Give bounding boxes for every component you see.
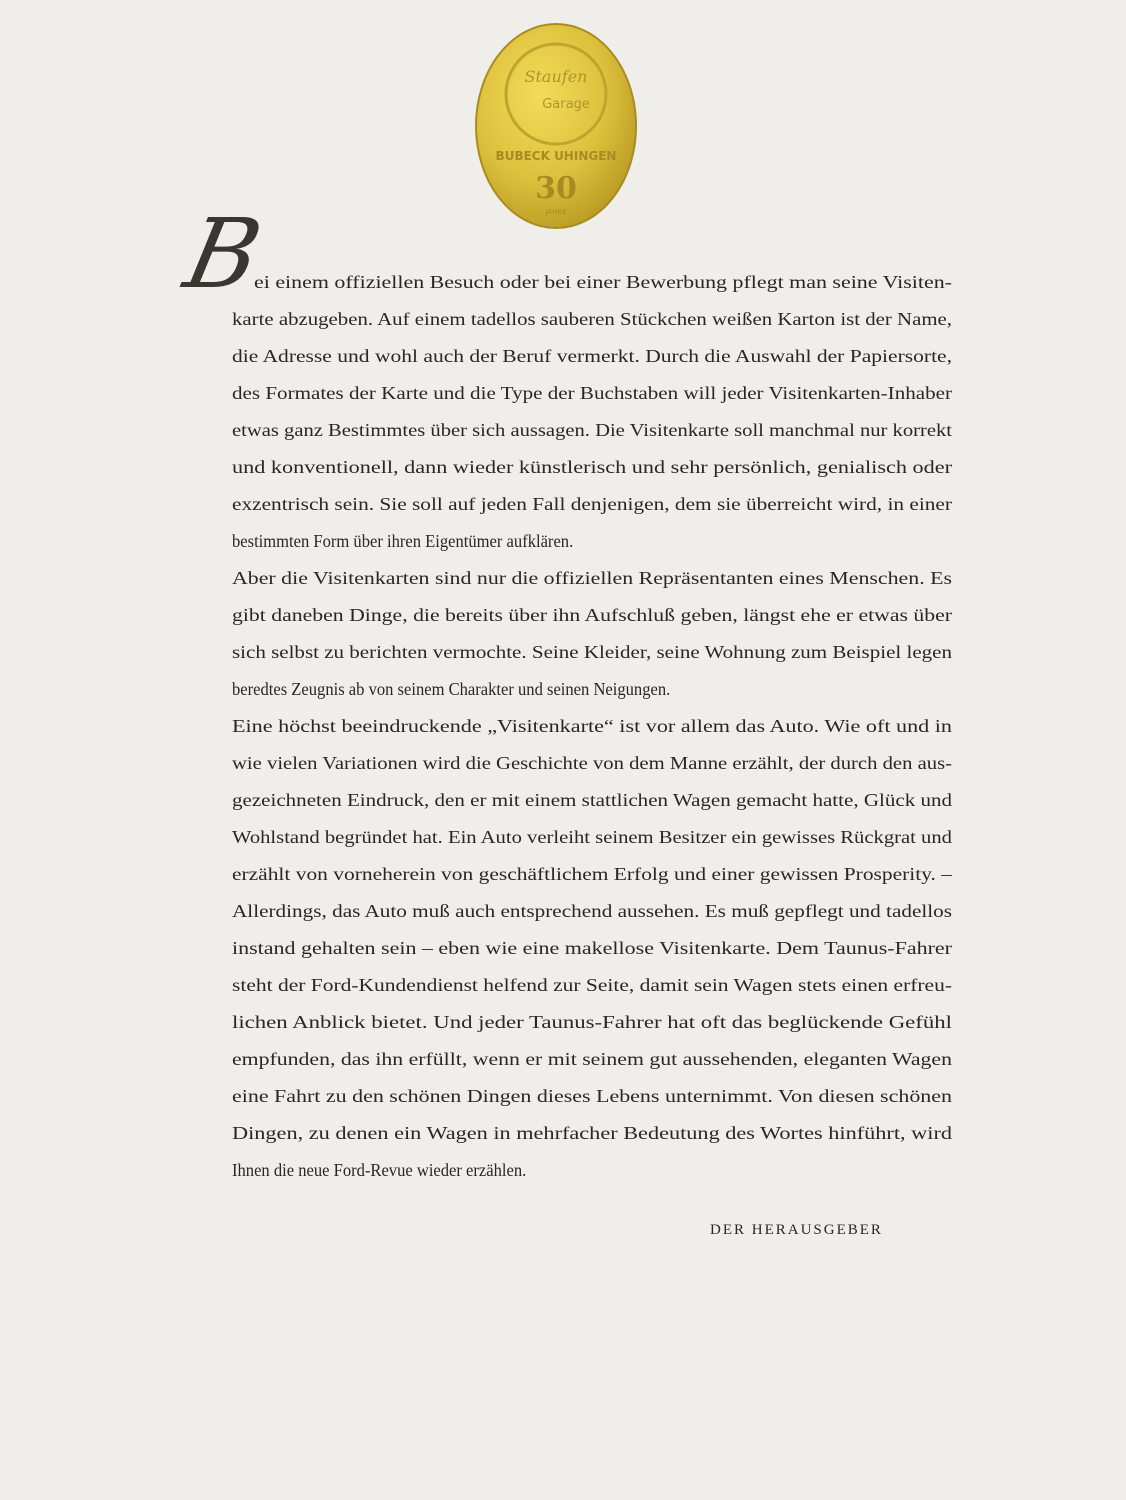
text-line — [232, 1152, 952, 1189]
text-line-content: Allerdings, das Auto muß auch entsprechend aussehen. Es muß gepflegt und tadellos — [232, 901, 952, 921]
text-line — [232, 1004, 952, 1041]
text-line — [232, 486, 952, 523]
text-line — [232, 708, 952, 745]
text-line — [232, 412, 952, 449]
garage-seal-logo — [474, 22, 638, 230]
text-line-content: lichen Anblick bietet. Und jeder Taunus-Fahrer hat oft das beglückende Gefühl — [232, 1012, 952, 1032]
text-line — [232, 597, 952, 634]
text-line — [232, 560, 952, 597]
text-line-content: exzentrisch sein. Sie soll auf jeden Fall denjenigen, dem sie überreicht wird, in einer — [232, 494, 952, 514]
text-line-content: die Adresse und wohl auch der Beruf vermerkt. Durch die Auswahl der Papiersorte, — [232, 346, 952, 366]
text-line — [232, 671, 952, 708]
text-line-content: und konventionell, dann wieder künstlerisch und sehr persönlich, genialisch oder — [232, 457, 952, 477]
svg-text:Staufen: Staufen — [524, 67, 588, 86]
text-line-content: steht der Ford-Kundendienst helfend zur Seite, damit sein Wagen stets einen erfreu- — [232, 975, 952, 995]
text-line — [232, 1041, 952, 1078]
text-line-content: karte abzugeben. Auf einem tadellos sauberen Stückchen weißen Karton ist der Name, — [232, 309, 952, 329]
text-line-content: bestimmten Form über ihren Eigentümer aufklären. — [232, 531, 574, 551]
text-line-content: des Formates der Karte und die Type der Buchstaben will jeder Visitenkarten-Inhaber — [232, 383, 952, 403]
text-line — [232, 967, 952, 1004]
svg-text:JAHRE: JAHRE — [545, 208, 567, 216]
text-line-content: beredtes Zeugnis ab von seinem Charakter und seinen Neigungen. — [232, 679, 671, 699]
text-line — [232, 375, 952, 412]
svg-text:30: 30 — [535, 171, 577, 206]
text-line — [232, 819, 952, 856]
text-line — [232, 338, 952, 375]
text-line — [232, 782, 952, 819]
text-line-content: wie vielen Variationen wird die Geschichte von dem Manne erzählt, der durch den aus- — [232, 753, 952, 773]
svg-text:Garage: Garage — [542, 97, 590, 112]
text-line — [232, 1115, 952, 1152]
text-line — [232, 264, 952, 301]
text-line-content: sich selbst zu berichten vermochte. Seine Kleider, seine Wohnung zum Beispiel legen — [232, 642, 952, 662]
text-line — [232, 523, 952, 560]
text-line — [232, 893, 952, 930]
svg-text:BUBECK UHINGEN: BUBECK UHINGEN — [495, 149, 617, 163]
text-line-content: gibt daneben Dinge, die bereits über ihn Aufschluß geben, längst ehe er etwas über — [232, 605, 952, 625]
text-line — [232, 634, 952, 671]
text-line — [232, 930, 952, 967]
text-line-content: Ihnen die neue Ford-Revue wieder erzählen. — [232, 1160, 527, 1180]
text-line — [232, 301, 952, 338]
text-line — [232, 745, 952, 782]
text-line-content: Aber die Visitenkarten sind nur die offiziellen Repräsentanten eines Menschen. Es — [232, 568, 953, 588]
text-line-content: instand gehalten sein – eben wie eine makellose Visitenkarte. Dem Taunus-Fahrer — [232, 938, 952, 958]
text-line-content: Eine höchst beeindruckende „Visitenkarte“ ist vor allem das Auto. Wie oft und in — [232, 716, 952, 736]
text-line-content: empfunden, das ihn erfüllt, wenn er mit seinem gut aussehenden, eleganten Wagen — [232, 1049, 952, 1069]
text-line-content: Dingen, zu denen ein Wagen in mehrfacher Bedeutung des Wortes hinführt, wird — [232, 1123, 952, 1143]
text-line — [232, 856, 952, 893]
body-text — [232, 264, 952, 1189]
text-line — [232, 449, 952, 486]
text-line-content: etwas ganz Bestimmtes über sich aussagen. Die Visitenkarte soll manchmal nur korrekt — [232, 420, 952, 440]
text-line-content: eine Fahrt zu den schönen Dingen dieses Lebens unternimmt. Von diesen schönen — [232, 1086, 952, 1106]
text-line-content: erzählt von vorneherein von geschäftlichem Erfolg und einer gewissen Prosperity. – — [232, 864, 952, 884]
text-line — [232, 1078, 952, 1115]
text-line-content: ei einem offiziellen Besuch oder bei einer Bewerbung pflegt man seine Visiten- — [254, 272, 952, 292]
text-line-content: gezeichneten Eindruck, den er mit einem stattlichen Wagen gemacht hatte, Glück und — [232, 790, 952, 810]
drop-cap: B — [176, 198, 271, 310]
text-line-content: Wohlstand begründet hat. Ein Auto verleiht seinem Besitzer ein gewisses Rückgrat und — [232, 827, 952, 847]
signature: DER HERAUSGEBER — [710, 1222, 883, 1238]
